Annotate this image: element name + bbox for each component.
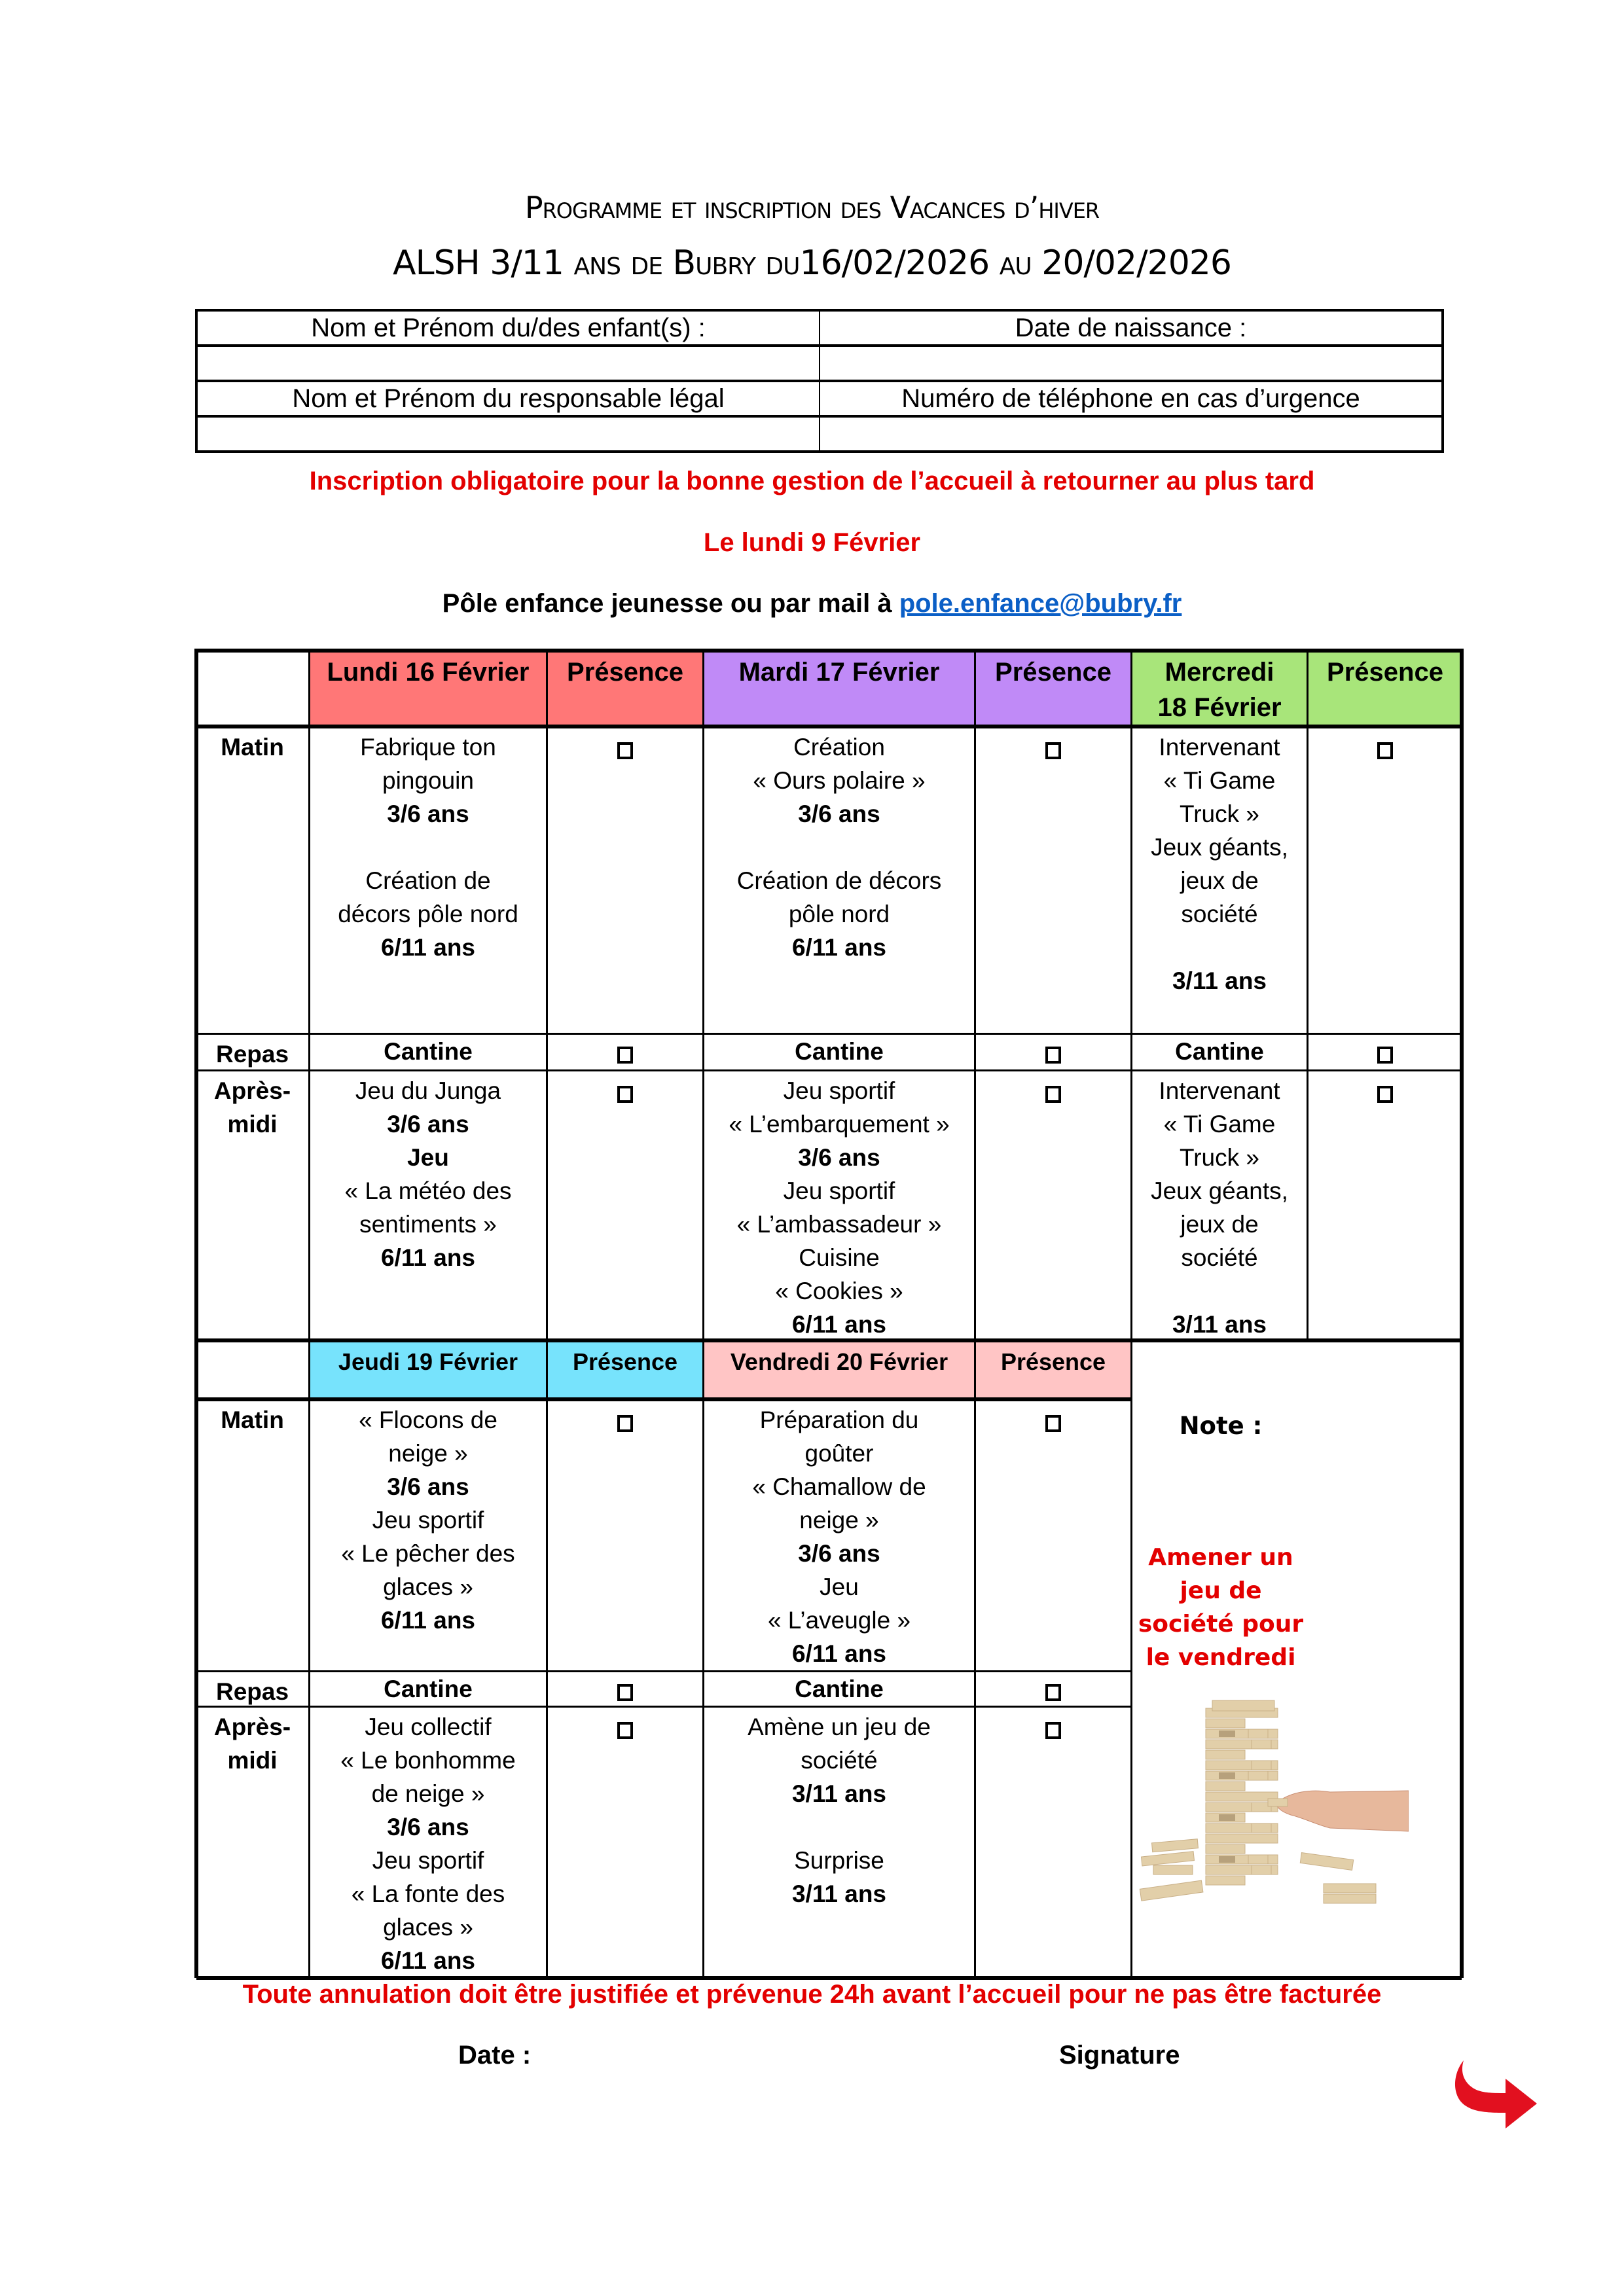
activity-line [704,1810,974,1844]
activity-line: Préparation du [759,1407,919,1433]
presence-header: Présence [546,651,702,726]
activity-line: neige » [799,1507,879,1534]
document-subtitle: ALSH 3/11 ans de Bubry du16/02/2026 au 20/02/2026 [393,243,1231,283]
activity-line: 6/11 ans [791,934,886,961]
note-line: société pour [1138,1611,1304,1638]
jenga-tower-image [1134,1694,1409,1910]
presence-checkbox-morning[interactable] [1045,1415,1061,1432]
day-header: Jeudi 19 Février [308,1340,546,1399]
activity-line: Amène un jeu de [748,1713,931,1740]
activity-line: Jeu sportif [372,1507,484,1534]
activity-line: 3/11 ans [791,1780,886,1807]
activity-line: pingouin [382,767,474,794]
activity-line: société [1181,901,1258,927]
activity-line: « Ti Game [1163,1111,1276,1138]
day-name: 18 Février [1157,693,1282,722]
corner-cell [196,1340,308,1399]
presence-checkbox-lunch[interactable] [1377,1047,1393,1064]
activity-line: 3/6 ans [798,800,880,827]
table-row-divider [196,649,1462,653]
presence-checkbox-morning[interactable] [617,1415,633,1432]
slot-morning [196,1399,308,1671]
activity-line: 3/6 ans [798,1144,880,1171]
activity-line: Jeux géants, [1151,834,1288,861]
birth-date-label: Date de naissance : [820,310,1443,346]
activity-line: 3/11 ans [1172,967,1267,994]
presence-header: Présence [974,1340,1130,1399]
phone-field[interactable] [820,416,1443,452]
registration-notice: Inscription obligatoire pour la bonne gestion de l’accueil à retourner au plus tard [309,467,1315,495]
contact-prefix: Pôle enfance jeunesse ou par mail à [442,589,899,618]
presence-checkbox-afternoon[interactable] [617,1086,633,1103]
day-header: Lundi 16 Février [308,651,546,726]
activity-line: Jeu [820,1573,859,1600]
activity-line: sentiments » [359,1211,497,1238]
morning-presence-cell [546,1399,702,1671]
lunch-cell: Cantine [308,1033,546,1070]
corner-cell [196,651,308,726]
activity-line: 3/11 ans [1172,1311,1267,1338]
activity-line: 6/11 ans [380,1947,475,1974]
lunch-presence-cell [1307,1033,1462,1070]
activity-line: 6/11 ans [791,1311,886,1338]
presence-header: Présence [974,651,1130,726]
afternoon-activity [1130,1070,1307,1340]
activity-line: 3/6 ans [387,1473,469,1500]
morning-presence-cell [974,1399,1130,1671]
presence-checkbox-lunch[interactable] [1045,1047,1061,1064]
table-row-divider [196,1338,1462,1342]
phone-label: Numéro de téléphone en cas d’urgence [820,381,1443,416]
note-reminder [1132,1541,1309,1674]
lunch-cell: Cantine [702,1033,974,1070]
afternoon-activity [702,1706,974,1978]
activity-line: « L’aveugle » [767,1607,911,1634]
table-row-divider [196,1706,1130,1708]
day-name: Mercredi [1164,658,1274,687]
presence-checkbox-lunch[interactable] [1045,1684,1061,1701]
afternoon-activity [308,1706,546,1978]
slot-label: Matin [221,734,284,761]
activity-line: Jeu du Junga [355,1077,501,1104]
activity-line: jeux de [1180,1211,1259,1238]
lunch-presence-cell [546,1033,702,1070]
activity-line: Jeux géants, [1151,1177,1288,1204]
note-title: Note : [1179,1412,1263,1440]
activity-line: neige » [388,1440,468,1467]
activity-line: Jeu sportif [783,1077,895,1104]
afternoon-presence-cell [546,1706,702,1978]
activity-line: goûter [804,1440,874,1467]
lunch-presence-cell [546,1671,702,1706]
slot-label: Après- [213,1713,291,1740]
birth-date-field[interactable] [820,346,1443,381]
lunch-cell: Cantine [1130,1033,1307,1070]
presence-checkbox-afternoon[interactable] [617,1722,633,1739]
activity-line: Jeu sportif [783,1177,895,1204]
presence-header: Présence [546,1340,702,1399]
slot-label: midi [227,1747,278,1774]
curved-arrow-right-icon[interactable] [1440,2036,1551,2134]
activity-line: glaces » [383,1573,473,1600]
activity-line: décors pôle nord [338,901,518,927]
activity-line: « La fonte des [351,1880,505,1907]
activity-line [1132,1274,1307,1308]
table-outer-border [1460,649,1464,1978]
slot-lunch [196,1033,308,1070]
activity-line: société [1181,1244,1258,1271]
activity-line: 6/11 ans [380,1607,475,1634]
activity-line [1132,931,1307,964]
activity-line: Jeu collectif [365,1713,492,1740]
table-row-divider [196,1670,1130,1672]
activity-line: de neige » [371,1780,485,1807]
activity-line: « Flocons de [359,1407,497,1433]
note-line: le vendredi [1146,1644,1296,1671]
activity-line: pôle nord [788,901,890,927]
day-header: Mardi 17 Février [702,651,974,726]
child-name-label: Nom et Prénom du/des enfant(s) : [196,310,820,346]
afternoon-activity [702,1070,974,1340]
afternoon-presence-cell [546,1070,702,1340]
contact-line [0,589,1624,619]
activity-line: Intervenant [1159,1077,1280,1104]
slot-label: midi [227,1111,278,1138]
table-row-divider [196,1069,1462,1071]
lunch-presence-cell [974,1033,1130,1070]
document-title: Programme et inscription des Vacances d’hiver [524,190,1100,225]
date-label: Date : [458,2041,532,2070]
presence-checkbox-afternoon[interactable] [1045,1722,1061,1739]
activity-line: 3/6 ans [387,800,469,827]
activity-line: 3/6 ans [798,1540,880,1567]
schedule-table [196,651,1462,1978]
activity-line [310,831,546,864]
activity-line: Création de [365,867,491,894]
activity-line: société [801,1747,878,1774]
presence-checkbox-afternoon[interactable] [1045,1086,1061,1103]
activity-line: 3/6 ans [387,1814,469,1840]
slot-lunch [196,1671,308,1706]
activity-line: 6/11 ans [791,1640,886,1667]
presence-checkbox-lunch[interactable] [617,1684,633,1701]
activity-line: Surprise [794,1847,884,1874]
note-box [1130,1340,1462,1978]
presence-checkbox-morning[interactable] [617,742,633,759]
signature-label: Signature [1059,2041,1180,2070]
activity-line: « Ti Game [1163,767,1276,794]
presence-header: Présence [1307,651,1462,726]
activity-line: Création [793,734,885,761]
morning-activity [308,726,546,1033]
activity-line: glaces » [383,1914,473,1941]
presence-checkbox-lunch[interactable] [617,1047,633,1064]
activity-line: « Le pêcher des [341,1540,515,1567]
activity-line [704,831,974,864]
activity-line: Intervenant [1159,734,1280,761]
morning-presence-cell [974,726,1130,1033]
lunch-presence-cell [974,1671,1130,1706]
morning-activity [1130,726,1307,1033]
slot-label: Après- [213,1077,291,1104]
contact-email-link[interactable]: pole.enfance@bubry.fr [899,589,1182,618]
activity-line: Cuisine [799,1244,880,1271]
activity-line: « Cookies » [775,1278,903,1304]
guardian-label: Nom et Prénom du responsable légal [196,381,820,416]
activity-line: Truck » [1180,800,1259,827]
activity-line: 3/11 ans [791,1880,886,1907]
activity-line: Jeu [407,1144,449,1171]
activity-line: « La météo des [344,1177,512,1204]
guardian-field[interactable] [196,416,820,452]
slot-label: Matin [221,1407,284,1433]
slot-label: Repas [215,1041,289,1067]
activity-line: Fabrique ton [360,734,496,761]
morning-activity [308,1399,546,1671]
presence-checkbox-afternoon[interactable] [1377,1086,1393,1103]
activity-line: « Chamallow de [752,1473,926,1500]
identity-form [195,309,1444,453]
activity-line: Jeu sportif [372,1847,484,1874]
morning-activity [702,1399,974,1671]
afternoon-activity [308,1070,546,1340]
activity-line: 3/6 ans [387,1111,469,1138]
slot-morning [196,726,308,1033]
day-header: Vendredi 20 Février [702,1340,974,1399]
slot-label: Repas [215,1678,289,1705]
day-header [1130,651,1307,726]
activity-line: 6/11 ans [380,1244,475,1271]
presence-checkbox-morning[interactable] [1045,742,1061,759]
morning-presence-cell [546,726,702,1033]
lunch-cell: Cantine [308,1671,546,1706]
slot-afternoon [196,1706,308,1978]
activity-line: « Ours polaire » [753,767,926,794]
slot-afternoon [196,1070,308,1340]
table-row-divider [196,1033,1462,1035]
morning-presence-cell [1307,726,1462,1033]
afternoon-presence-cell [974,1706,1130,1978]
activity-line: « L’embarquement » [729,1111,950,1138]
cancellation-notice: Toute annulation doit être justifiée et prévenue 24h avant l’accueil pour ne pas être facturée [242,1980,1382,2009]
deadline-date: Le lundi 9 Février [703,528,921,557]
activity-line: jeux de [1180,867,1259,894]
activity-line: Truck » [1180,1144,1259,1171]
morning-activity [702,726,974,1033]
table-row-divider [196,725,1462,728]
note-line: jeu de [1180,1577,1262,1604]
child-name-field[interactable] [196,346,820,381]
activity-line: Création de décors [736,867,942,894]
table-row-divider [196,1397,1130,1401]
activity-line: « Le bonhomme [340,1747,516,1774]
lunch-cell: Cantine [702,1671,974,1706]
presence-checkbox-morning[interactable] [1377,742,1393,759]
afternoon-presence-cell [974,1070,1130,1340]
activity-line: 6/11 ans [380,934,475,961]
table-outer-border [194,649,198,1978]
activity-line: « L’ambassadeur » [736,1211,942,1238]
note-line: Amener un [1148,1544,1293,1571]
afternoon-presence-cell [1307,1070,1462,1340]
